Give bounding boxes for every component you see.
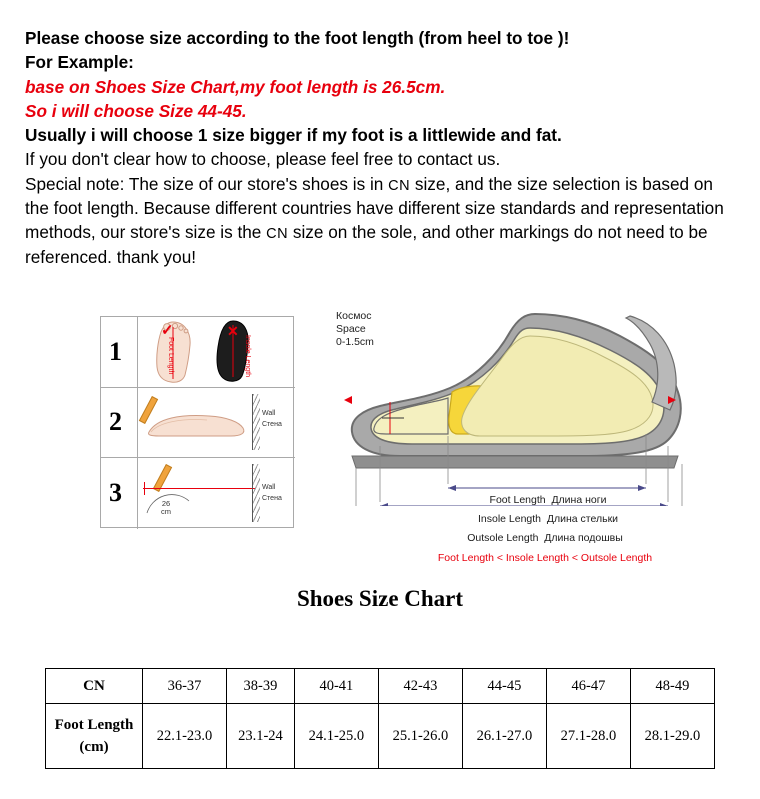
table-header-foot-length [46, 704, 143, 769]
table-header-foot-length-line2: (cm) [79, 739, 109, 755]
space-label-group [336, 310, 374, 349]
measure-outsole-length-ru: Длина подошвы [544, 532, 623, 544]
cn-size-cell-2: 38-39 [227, 669, 295, 704]
intro-note-cn-2: CN [266, 226, 289, 243]
intro-note-cn-1: CN [388, 177, 411, 194]
insole-length-label: Insole Length [244, 335, 251, 378]
cn-size-cell-4: 42-43 [378, 669, 462, 704]
measure-outsole-length-en: Outsole Length [467, 532, 539, 544]
cn-size-cell-6: 46-47 [546, 669, 630, 704]
table-row-foot-length [46, 704, 715, 769]
foot-side-icon [143, 402, 253, 448]
intro-note-part-a: Special note: The size of our store's shoes is in [25, 173, 384, 194]
intro-special-note [25, 172, 740, 269]
foot-length-label: Foot Length [167, 337, 174, 375]
measure-foot-length-ru: Длина ноги [551, 494, 607, 506]
incorrect-cross-icon: ✕ [227, 323, 239, 339]
step-3-number: 3 [109, 478, 122, 508]
space-label-ru: Космос [336, 310, 372, 322]
foot-length-cell-5: 26.1-27.0 [462, 704, 546, 769]
cn-size-cell-1: 36-37 [143, 669, 227, 704]
step-2-wall-label-ru: Стена [262, 420, 282, 428]
step-2-number: 2 [109, 407, 122, 437]
step-3-cm-unit: cm [161, 507, 171, 517]
step-3-cm-badge [153, 500, 179, 516]
foot-length-cell-1: 22.1-23.0 [143, 704, 227, 769]
measure-insole-length [428, 513, 668, 525]
intro-line-3: base on Shoes Size Chart,my foot length is 26.5cm. [25, 76, 446, 97]
measure-insole-length-en: Insole Length [477, 513, 542, 525]
measure-foot-length [448, 494, 648, 506]
foot-length-cell-2: 23.1-24 [227, 704, 295, 769]
measure-foot-length-en: Foot Length [489, 494, 546, 506]
shoes-size-table [45, 668, 715, 769]
cn-size-cell-7: 48-49 [630, 669, 714, 704]
table-header-foot-length-line1: Foot Length [54, 716, 134, 733]
cn-size-cell-3: 40-41 [294, 669, 378, 704]
step-1-number: 1 [109, 336, 122, 366]
step-3-divider [137, 458, 138, 529]
step-2-divider [137, 388, 138, 458]
step-3-wall-label-en: Wall [262, 484, 276, 492]
step-3-row [101, 458, 295, 529]
steps-panel [100, 316, 294, 528]
table-row-cn [46, 669, 715, 704]
page-title: Shoes Size Chart [296, 586, 464, 611]
measure-relation-note: Foot Length < Insole Length < Outsole Length [437, 552, 653, 564]
intro-line-4: So i will choose Size 44-45. [25, 100, 247, 121]
foot-length-cell-7: 28.1-29.0 [630, 704, 714, 769]
shoe-cross-section [330, 306, 750, 576]
foot-length-cell-3: 24.1-25.0 [294, 704, 378, 769]
step-2-wall-label-en: Wall [262, 409, 276, 417]
step-3-wall-hatch [253, 464, 260, 522]
intro-line-6: If you don't clear how to choose, please feel free to contact us. [25, 149, 501, 170]
space-label-en: Space [336, 323, 366, 336]
table-header-cn: CN [46, 669, 143, 704]
step-2-wall-hatch [253, 394, 260, 450]
correct-check-icon: ✓ [161, 322, 174, 339]
foot-length-cell-4: 25.1-26.0 [378, 704, 462, 769]
intro-note-part-b: size, and the size selection is based on the foot length. Because different countries have different size standards and representation methods, our store's size is the [25, 173, 724, 243]
measurement-diagram [0, 306, 760, 576]
step-3-wall-label-ru: Стена [262, 495, 282, 503]
measure-insole-length-ru: Длина стельки [546, 513, 619, 525]
step-3-cm-value: 26 [161, 499, 171, 509]
foot-length-cell-6: 27.1-28.0 [546, 704, 630, 769]
step-2-row [101, 388, 295, 459]
shoe-diagram-svg [330, 306, 750, 506]
step-3-measure-line [143, 488, 255, 489]
intro-line-2: For Example: [25, 52, 134, 73]
measure-outsole-length [400, 532, 690, 544]
intro-line-5: Usually i will choose 1 size bigger if my foot is a littlewide and fat. [25, 125, 562, 145]
intro-text-block [25, 26, 740, 269]
intro-note-part-c: size on the sole, and other markings do not need to be referenced. thank you! [25, 222, 708, 267]
intro-line-1: Please choose size according to the foot length (from heel to toe )! [25, 28, 570, 48]
step-1-row [101, 317, 295, 388]
step-1-divider [137, 317, 138, 387]
cn-size-cell-5: 44-45 [462, 669, 546, 704]
space-label-value: 0-1.5cm [336, 336, 374, 349]
